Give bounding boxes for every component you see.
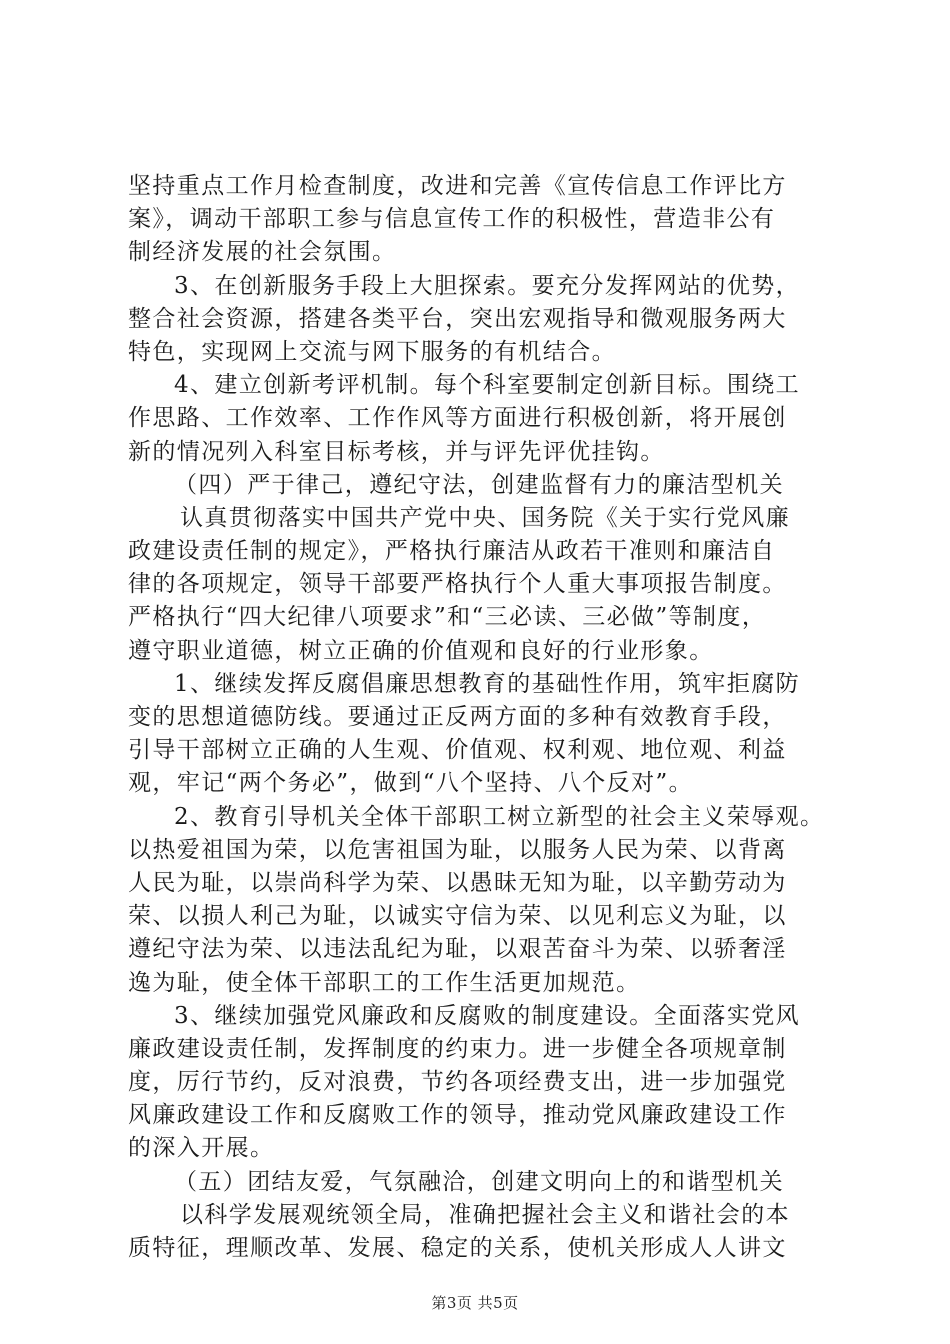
text-line: 律的各项规定，领导干部要严格执行个人重大事项报告制度。 xyxy=(128,571,787,598)
text-line: 变的思想道德防线。要通过正反两方面的多种有效教育手段， xyxy=(128,704,787,730)
text-line: 质特征，理顺改革、发展、稳定的关系，使机关形成人人讲文 xyxy=(128,1235,787,1261)
text-line: 2、教育引导机关全体干部职工树立新型的社会主义荣辱观。 xyxy=(174,803,825,830)
document-body xyxy=(128,170,828,1265)
text-line: 度，厉行节约，反对浪费，节约各项经费支出，进一步加强党 xyxy=(128,1069,787,1096)
text-line: 3、继续加强党风廉政和反腐败的制度建设。全面落实党风 xyxy=(174,1002,801,1029)
text-line: 以热爱祖国为荣，以危害祖国为耻，以服务人民为荣、以背离 xyxy=(128,836,787,863)
text-line: 坚持重点工作月检查制度，改进和完善《宣传信息工作评比方 xyxy=(128,173,787,199)
text-line: 3、在创新服务手段上大胆探索。要充分发挥网站的优势， xyxy=(174,272,801,299)
text-line: 1、继续发挥反腐倡廉思想教育的基础性作用，筑牢拒腐防 xyxy=(174,670,801,697)
page-footer: 第3页 共5页 xyxy=(431,1294,519,1312)
text-line: 案》，调动干部职工参与信息宣传工作的积极性，营造非公有 xyxy=(128,206,776,233)
text-line: 新的情况列入科室目标考核，并与评先评优挂钩。 xyxy=(128,438,665,465)
text-line: 特色，实现网上交流与网下服务的有机结合。 xyxy=(128,338,616,365)
text-line: 观，牢记“两个务必”，做到“八个坚持、八个反对”。 xyxy=(128,770,694,797)
text-line: （四）严于律己，遵纪守法，创建监督有力的廉洁型机关 xyxy=(174,471,784,498)
text-line: 整合社会资源，搭建各类平台，突出宏观指导和微观服务两大 xyxy=(128,305,787,332)
text-line: 以科学发展观统领全局，准确把握社会主义和谐社会的本 xyxy=(180,1201,790,1228)
text-line: （五）团结友爱，气氛融洽，创建文明向上的和谐型机关 xyxy=(174,1168,784,1195)
text-line: 的深入开展。 xyxy=(128,1135,275,1162)
text-line: 遵守职业道德，树立正确的价值观和良好的行业形象。 xyxy=(128,637,714,664)
text-line: 廉政建设责任制，发挥制度的约束力。进一步健全各项规章制 xyxy=(128,1035,787,1062)
text-line: 荣、以损人利己为耻，以诚实守信为荣、以见利忘义为耻，以 xyxy=(128,903,787,930)
text-line: 制经济发展的社会氛围。 xyxy=(128,239,397,266)
text-line: 严格执行“四大纪律八项要求”和“三必读、三必做”等制度， xyxy=(128,604,767,631)
text-line: 4、建立创新考评机制。每个科室要制定创新目标。围绕工 xyxy=(174,372,801,399)
text-line: 风廉政建设工作和反腐败工作的领导，推动党风廉政建设工作 xyxy=(128,1102,787,1129)
text-line: 遵纪守法为荣、以违法乱纪为耻，以艰苦奋斗为荣、以骄奢淫 xyxy=(128,936,787,963)
text-line: 引导干部树立正确的人生观、价值观、权利观、地位观、利益 xyxy=(128,737,787,764)
text-line: 作思路、工作效率、工作作风等方面进行积极创新，将开展创 xyxy=(128,405,787,432)
text-line: 人民为耻，以崇尚科学为荣、以愚昧无知为耻，以辛勤劳动为 xyxy=(128,869,787,896)
text-line: 认真贯彻落实中国共产党中央、国务院《关于实行党风廉 xyxy=(180,504,790,531)
text-line: 政建设责任制的规定》，严格执行廉洁从政若干准则和廉洁自 xyxy=(128,538,776,565)
text-line: 逸为耻，使全体干部职工的工作生活更加规范。 xyxy=(128,969,641,996)
